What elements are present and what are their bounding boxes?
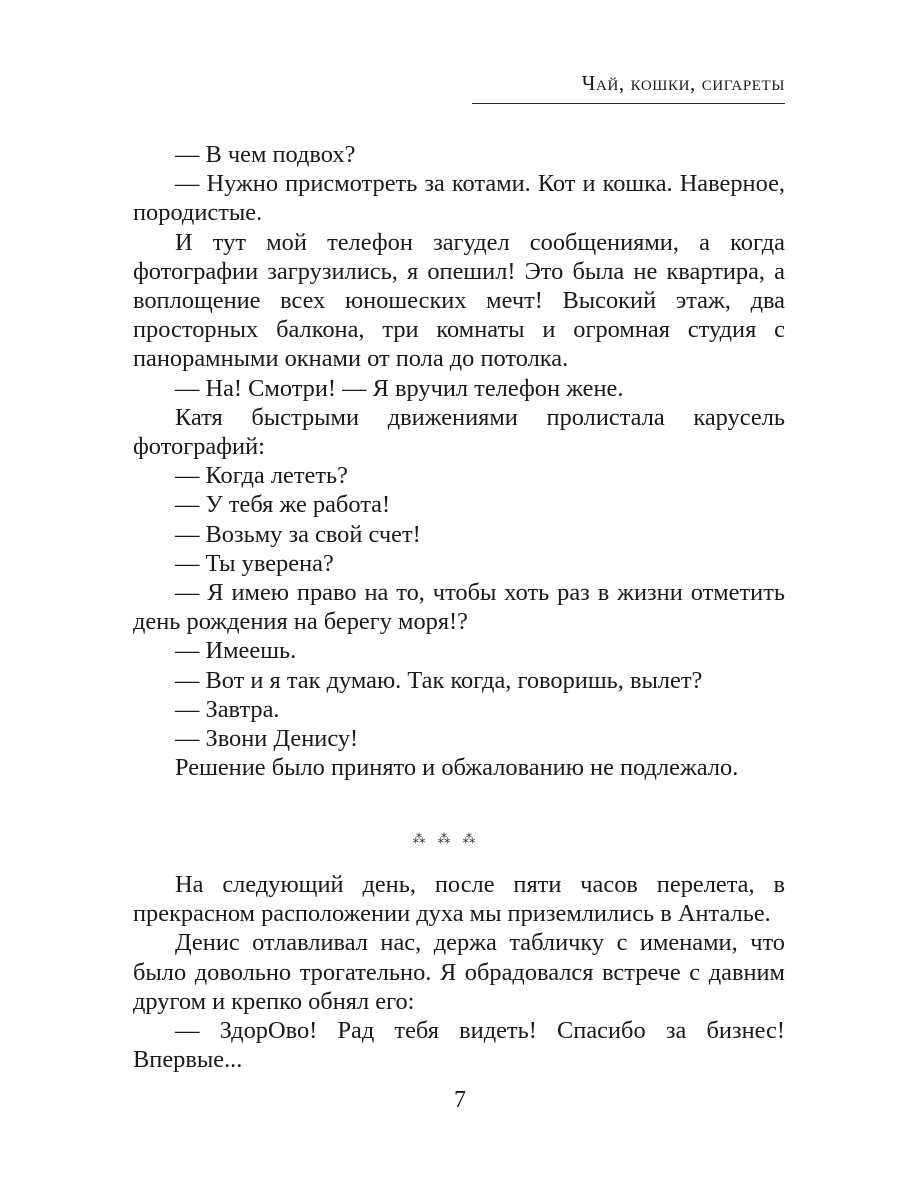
running-title: Чай, кошки, сигареты [581, 71, 785, 95]
paragraph: — ЗдорОво! Рад тебя видеть! Спасибо за бизнес! Впервые... [133, 1017, 785, 1074]
running-head [472, 71, 785, 104]
paragraph: Катя быстрыми движениями пролистала карусель фотографий: [133, 403, 785, 461]
paragraph: — У тебя же работа! [175, 491, 391, 519]
paragraph: — Ты уверена? [175, 549, 334, 577]
section-separator: ⁂⁂⁂ [412, 832, 488, 847]
paragraph: Решение было принято и обжалованию не подлежало. [175, 754, 739, 782]
paragraph: — Возьму за свой счет! [175, 520, 421, 548]
paragraph: — В чем подвох? [175, 141, 356, 168]
paragraph: — Я имею право на то, чтобы хоть раз в жизни отметить день рождения на берегу моря!? [133, 579, 785, 636]
page-number: 7 [454, 1087, 466, 1113]
paragraph: — Имеешь. [175, 637, 297, 665]
paragraph: — Завтра. [175, 695, 280, 723]
paragraph: — Нужно присмотреть за котами. Кот и кошка. Наверное, породистые. [133, 170, 785, 227]
text-section-1 [133, 140, 785, 782]
paragraph: — Вот и я так думаю. Так когда, говоришь, вылет? [175, 666, 703, 694]
paragraph: И тут мой телефон загудел сообщениями, а когда фотографии загрузились, я опешил! Это была не квартира, а воплощение всех юношеских мечт! Высокий этаж, два просторных балкона, три комнаты и огромная студия с панорамными окнами от пола до потолка. [133, 228, 785, 373]
paragraph: — Звони Денису! [175, 725, 359, 753]
paragraph: — Когда лететь? [175, 462, 348, 490]
text-section-2 [133, 870, 785, 1074]
paragraph: На следующий день, после пяти часов перелета, в прекрасном расположении духа мы приземлились в Анталье. [133, 871, 785, 928]
paragraph: Денис отлавливал нас, держа табличку с именами, что было довольно трогательно. Я обрадовался встрече с давним другом и крепко обнял его: [133, 929, 785, 1015]
paragraph: — На! Смотри! — Я вручил телефон жене. [175, 374, 624, 402]
